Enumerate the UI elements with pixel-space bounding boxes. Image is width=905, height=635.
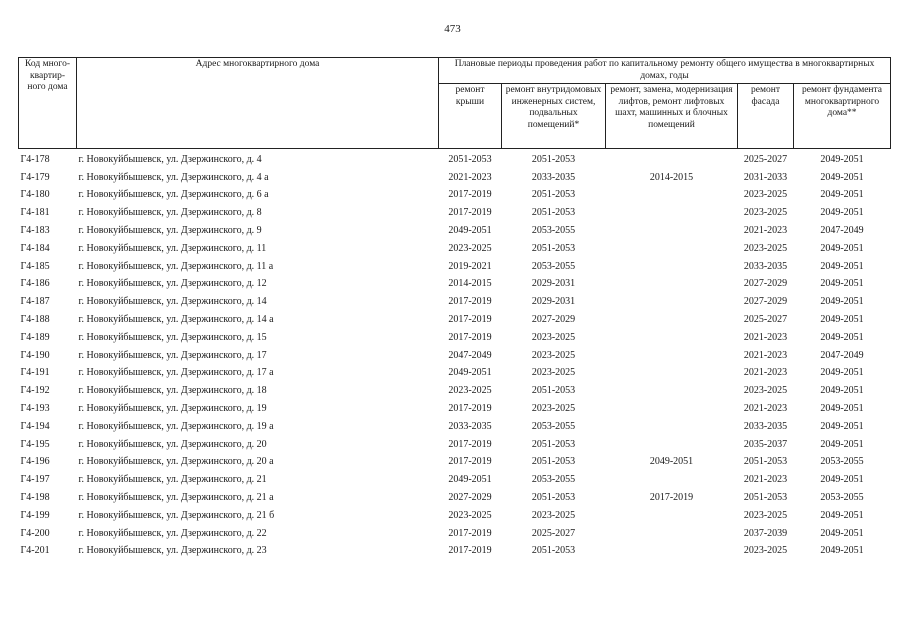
row-lifts-period	[606, 365, 738, 383]
row-address: г. Новокуйбышевск, ул. Дзержинского, д. 21 б	[78, 509, 275, 521]
table-row	[19, 187, 891, 205]
row-code: Г4-187	[20, 296, 50, 308]
row-facade-period: 2027-2029	[743, 278, 788, 290]
row-lifts-period	[606, 222, 738, 240]
row-lifts-period	[606, 507, 738, 525]
row-systems-period: 2051-2053	[531, 438, 576, 450]
row-address: г. Новокуйбышевск, ул. Дзержинского, д. 9	[78, 225, 262, 237]
row-facade-period: 2033-2035	[743, 420, 788, 432]
row-systems-period: 2053-2055	[531, 225, 576, 237]
row-facade-period: 2031-2033	[743, 171, 788, 183]
row-address: г. Новокуйбышевск, ул. Дзержинского, д. 19	[78, 403, 267, 415]
row-address: г. Новокуйбышевск, ул. Дзержинского, д. 8	[78, 207, 262, 219]
row-roof-period: 2049-2051	[448, 474, 492, 486]
row-lifts-period	[606, 149, 738, 169]
row-facade-period: 2021-2023	[743, 474, 788, 486]
row-systems-period: 2051-2053	[531, 207, 576, 219]
table-row	[19, 169, 891, 187]
row-facade-period: 2027-2029	[743, 296, 788, 308]
row-address: г. Новокуйбышевск, ул. Дзержинского, д. 11 а	[78, 260, 274, 272]
row-lifts-period	[606, 525, 738, 543]
header-foundation: ремонт фундамента многоквартирного дома**	[794, 84, 891, 149]
row-foundation-period: 2049-2051	[820, 403, 864, 415]
row-foundation-period: 2049-2051	[820, 260, 864, 272]
row-code: Г4-196	[20, 456, 50, 468]
row-roof-period: 2017-2019	[448, 207, 492, 219]
row-systems-period: 2029-2031	[531, 296, 576, 308]
row-address: г. Новокуйбышевск, ул. Дзержинского, д. 4	[78, 153, 262, 165]
row-code: Г4-199	[20, 509, 50, 521]
row-facade-period: 2033-2035	[743, 260, 788, 272]
row-roof-period: 2014-2015	[448, 278, 492, 290]
row-lifts-period: 2049-2051	[649, 456, 694, 468]
row-facade-period: 2021-2023	[743, 225, 788, 237]
row-foundation-period: 2049-2051	[820, 509, 864, 521]
row-roof-period: 2049-2051	[448, 225, 492, 237]
row-code: Г4-194	[20, 420, 50, 432]
row-systems-period: 2023-2025	[531, 331, 576, 343]
row-address: г. Новокуйбышевск, ул. Дзержинского, д. 4 а	[78, 171, 269, 183]
row-lifts-period	[606, 329, 738, 347]
header-address: Адрес многоквартирного дома	[77, 58, 439, 149]
row-lifts-period	[606, 293, 738, 311]
row-systems-period: 2051-2053	[531, 545, 576, 557]
row-address: г. Новокуйбышевск, ул. Дзержинского, д. 22	[78, 527, 267, 539]
row-foundation-period: 2049-2051	[820, 278, 864, 290]
row-facade-period: 2025-2027	[743, 314, 788, 326]
row-facade-period: 2025-2027	[743, 153, 788, 165]
row-address: г. Новокуйбышевск, ул. Дзержинского, д. 14	[78, 296, 267, 308]
table-row	[19, 525, 891, 543]
row-lifts-period	[606, 311, 738, 329]
row-address: г. Новокуйбышевск, ул. Дзержинского, д. 14 а	[78, 314, 274, 326]
row-code: Г4-188	[20, 314, 50, 326]
row-facade-period: 2023-2025	[743, 509, 788, 521]
row-address: г. Новокуйбышевск, ул. Дзержинского, д. 21 а	[78, 492, 274, 504]
row-lifts-period	[606, 276, 738, 294]
row-code: Г4-179	[20, 171, 50, 183]
row-address: г. Новокуйбышевск, ул. Дзержинского, д. 20 а	[78, 456, 274, 468]
row-foundation-period: 2049-2051	[820, 474, 864, 486]
row-code: Г4-183	[20, 225, 50, 237]
table-row	[19, 204, 891, 222]
row-lifts-period: 2014-2015	[649, 171, 694, 183]
table-row	[19, 436, 891, 454]
row-roof-period: 2023-2025	[448, 509, 492, 521]
row-systems-period: 2051-2053	[531, 385, 576, 397]
row-foundation-period: 2049-2051	[820, 527, 864, 539]
table-row	[19, 543, 891, 561]
row-lifts-period	[606, 347, 738, 365]
row-roof-period: 2023-2025	[448, 385, 492, 397]
row-facade-period: 2051-2053	[743, 492, 788, 504]
header-lifts: ремонт, замена, модернизация лифтов, ремонт лифтовых шахт, машинных и блочных помещений	[606, 84, 738, 149]
row-systems-period: 2033-2035	[531, 171, 576, 183]
row-roof-period: 2021-2023	[448, 171, 492, 183]
table-row	[19, 418, 891, 436]
row-address: г. Новокуйбышевск, ул. Дзержинского, д. 17	[78, 349, 267, 361]
page-number: 473	[444, 23, 461, 35]
row-foundation-period: 2049-2051	[820, 242, 864, 254]
row-code: Г4-180	[20, 189, 50, 201]
row-facade-period: 2021-2023	[743, 403, 788, 415]
row-facade-period: 2037-2039	[743, 527, 788, 539]
row-foundation-period: 2049-2051	[820, 314, 864, 326]
row-code: Г4-181	[20, 207, 50, 219]
row-code: Г4-184	[20, 242, 50, 254]
table-row	[19, 329, 891, 347]
row-code: Г4-189	[20, 331, 50, 343]
row-systems-period: 2053-2055	[531, 420, 576, 432]
row-systems-period: 2051-2053	[531, 189, 576, 201]
row-roof-period: 2047-2049	[448, 349, 492, 361]
row-code: Г4-201	[20, 545, 50, 557]
table-row	[19, 240, 891, 258]
row-code: Г4-200	[20, 527, 50, 539]
row-facade-period: 2023-2025	[743, 242, 788, 254]
table-row	[19, 149, 891, 169]
row-foundation-period: 2049-2051	[820, 438, 864, 450]
row-systems-period: 2027-2029	[531, 314, 576, 326]
row-systems-period: 2023-2025	[531, 509, 576, 521]
row-roof-period: 2017-2019	[448, 438, 492, 450]
row-systems-period: 2051-2053	[531, 242, 576, 254]
row-roof-period: 2017-2019	[448, 189, 492, 201]
header-facade: ремонт фасада	[738, 84, 794, 149]
row-roof-period: 2017-2019	[448, 331, 492, 343]
row-code: Г4-193	[20, 403, 50, 415]
row-lifts-period	[606, 187, 738, 205]
row-lifts-period	[606, 543, 738, 561]
row-code: Г4-198	[20, 492, 50, 504]
row-roof-period: 2017-2019	[448, 545, 492, 557]
table-row	[19, 347, 891, 365]
row-roof-period: 2023-2025	[448, 242, 492, 254]
row-systems-period: 2051-2053	[531, 492, 576, 504]
table-row	[19, 400, 891, 418]
table-row	[19, 311, 891, 329]
row-address: г. Новокуйбышевск, ул. Дзержинского, д. 15	[78, 331, 267, 343]
row-roof-period: 2051-2053	[448, 153, 492, 165]
row-roof-period: 2027-2029	[448, 492, 492, 504]
row-facade-period: 2021-2023	[743, 367, 788, 379]
row-code: Г4-186	[20, 278, 50, 290]
table-row	[19, 382, 891, 400]
row-foundation-period: 2053-2055	[820, 492, 864, 504]
table-row	[19, 222, 891, 240]
row-lifts-period	[606, 382, 738, 400]
row-facade-period: 2051-2053	[743, 456, 788, 468]
row-foundation-period: 2049-2051	[820, 296, 864, 308]
row-address: г. Новокуйбышевск, ул. Дзержинского, д. 11	[78, 242, 267, 254]
row-lifts-period	[606, 240, 738, 258]
table-row	[19, 471, 891, 489]
row-facade-period: 2023-2025	[743, 189, 788, 201]
row-address: г. Новокуйбышевск, ул. Дзержинского, д. 6 а	[78, 189, 269, 201]
header-systems: ремонт внутридомовых инженерных систем, подвальных помещений*	[502, 84, 606, 149]
row-roof-period: 2049-2051	[448, 367, 492, 379]
row-roof-period: 2017-2019	[448, 456, 492, 468]
row-systems-period: 2023-2025	[531, 349, 576, 361]
row-roof-period: 2033-2035	[448, 420, 492, 432]
row-code: Г4-185	[20, 260, 50, 272]
row-address: г. Новокуйбышевск, ул. Дзержинского, д. 17 а	[78, 367, 274, 379]
table-row	[19, 258, 891, 276]
row-address: г. Новокуйбышевск, ул. Дзержинского, д. 18	[78, 385, 267, 397]
table-row	[19, 276, 891, 294]
row-code: Г4-192	[20, 385, 50, 397]
row-address: г. Новокуйбышевск, ул. Дзержинского, д. 21	[78, 474, 267, 486]
row-foundation-period: 2049-2051	[820, 207, 864, 219]
table-body	[19, 149, 891, 561]
row-foundation-period: 2049-2051	[820, 331, 864, 343]
row-roof-period: 2017-2019	[448, 314, 492, 326]
table-row	[19, 365, 891, 383]
header-roof: ремонт крыши	[439, 84, 502, 149]
capital-repair-table	[18, 57, 891, 560]
table-row	[19, 489, 891, 507]
header-code: Код много-квартир-ного дома	[19, 58, 77, 149]
row-lifts-period: 2017-2019	[649, 492, 694, 504]
row-facade-period: 2023-2025	[743, 545, 788, 557]
row-facade-period: 2023-2025	[743, 385, 788, 397]
row-lifts-period	[606, 400, 738, 418]
table-row	[19, 507, 891, 525]
row-code: Г4-178	[20, 153, 50, 165]
row-address: г. Новокуйбышевск, ул. Дзержинского, д. 19 а	[78, 420, 274, 432]
row-lifts-period	[606, 471, 738, 489]
table-row	[19, 454, 891, 472]
row-foundation-period: 2049-2051	[820, 367, 864, 379]
table-row	[19, 293, 891, 311]
row-foundation-period: 2049-2051	[820, 171, 864, 183]
header-periods: Плановые периоды проведения работ по капитальному ремонту общего имущества в многоквартирных домах, годы	[439, 58, 891, 84]
row-address: г. Новокуйбышевск, ул. Дзержинского, д. 23	[78, 545, 267, 557]
row-lifts-period	[606, 436, 738, 454]
row-foundation-period: 2049-2051	[820, 153, 864, 165]
row-foundation-period: 2053-2055	[820, 456, 864, 468]
row-code: Г4-197	[20, 474, 50, 486]
row-code: Г4-195	[20, 438, 50, 450]
row-facade-period: 2023-2025	[743, 207, 788, 219]
row-systems-period: 2053-2055	[531, 260, 576, 272]
row-address: г. Новокуйбышевск, ул. Дзержинского, д. 20	[78, 438, 267, 450]
row-code: Г4-191	[20, 367, 50, 379]
row-lifts-period	[606, 418, 738, 436]
row-lifts-period	[606, 258, 738, 276]
row-roof-period: 2019-2021	[448, 260, 492, 272]
row-facade-period: 2021-2023	[743, 331, 788, 343]
row-roof-period: 2017-2019	[448, 403, 492, 415]
row-code: Г4-190	[20, 349, 50, 361]
row-foundation-period: 2047-2049	[820, 225, 864, 237]
row-foundation-period: 2047-2049	[820, 349, 864, 361]
row-systems-period: 2023-2025	[531, 367, 576, 379]
row-systems-period: 2025-2027	[531, 527, 576, 539]
row-foundation-period: 2049-2051	[820, 189, 864, 201]
row-roof-period: 2017-2019	[448, 296, 492, 308]
row-foundation-period: 2049-2051	[820, 420, 864, 432]
row-systems-period: 2029-2031	[531, 278, 576, 290]
table-header-row	[19, 58, 891, 84]
row-systems-period: 2053-2055	[531, 474, 576, 486]
row-systems-period: 2051-2053	[531, 153, 576, 165]
row-facade-period: 2035-2037	[743, 438, 788, 450]
row-systems-period: 2051-2053	[531, 456, 576, 468]
row-roof-period: 2017-2019	[448, 527, 492, 539]
row-foundation-period: 2049-2051	[820, 545, 864, 557]
row-facade-period: 2021-2023	[743, 349, 788, 361]
row-address: г. Новокуйбышевск, ул. Дзержинского, д. 12	[78, 278, 267, 290]
row-systems-period: 2023-2025	[531, 403, 576, 415]
row-lifts-period	[606, 204, 738, 222]
row-foundation-period: 2049-2051	[820, 385, 864, 397]
